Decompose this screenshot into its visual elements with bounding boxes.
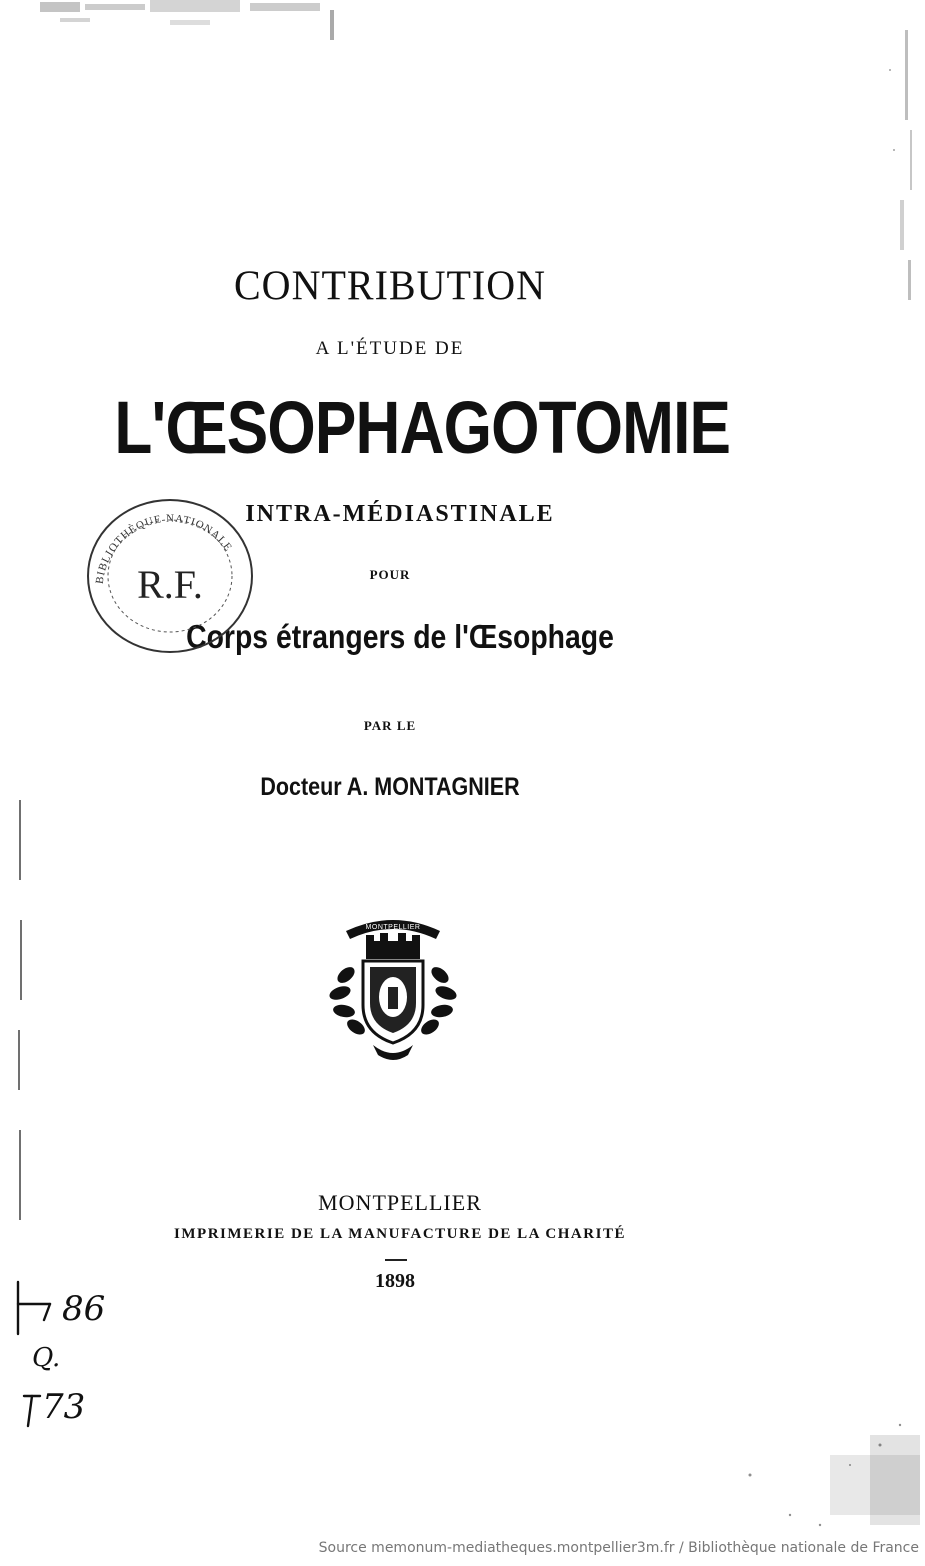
- scan-noise-right: [880, 30, 925, 310]
- corps-line: Corps étrangers de l'Œsophage: [186, 618, 614, 655]
- subtitle: INTRA-MÉDIASTINALE: [245, 501, 555, 527]
- imprint-year: 1898: [375, 1270, 415, 1292]
- title-a-l-etude-de: A L'ÉTUDE DE: [315, 338, 465, 359]
- handnote-line2: Q.: [32, 1343, 61, 1373]
- imprint-city: MONTPELLIER: [318, 1190, 482, 1215]
- imprint-printer: IMPRIMERIE DE LA MANUFACTURE DE LA CHARITÉ: [174, 1226, 626, 1242]
- author-name: Docteur A. MONTAGNIER: [260, 773, 520, 801]
- title-contribution: CONTRIBUTION: [234, 261, 546, 310]
- handwritten-call-number: [14, 1278, 124, 1428]
- library-stamp: [78, 488, 263, 658]
- stamp-ring-text: BIBLIOTHÈQUE NATIONALE: [93, 512, 235, 585]
- margin-marks-left: [10, 800, 30, 1240]
- pour-label: POUR: [369, 567, 411, 582]
- stamp-initials: R.F.: [137, 562, 203, 607]
- imprint-rule: [385, 1259, 407, 1261]
- source-credit: Source memonum-mediatheques.montpellier3m.fr / Bibliothèque nationale de France: [318, 1540, 919, 1556]
- scan-noise-corner: [730, 1415, 925, 1540]
- handnote-line1: 86: [62, 1289, 106, 1329]
- emblem-banner-text: MONTPELLIER: [365, 924, 421, 931]
- main-title: L'ŒSOPHAGOTOMIE: [114, 386, 731, 469]
- montpellier-coat-of-arms: [318, 905, 468, 1065]
- scan-noise-top: [40, 0, 370, 50]
- handnote-line3: 73: [42, 1387, 86, 1427]
- par-le-label: PAR LE: [363, 718, 417, 733]
